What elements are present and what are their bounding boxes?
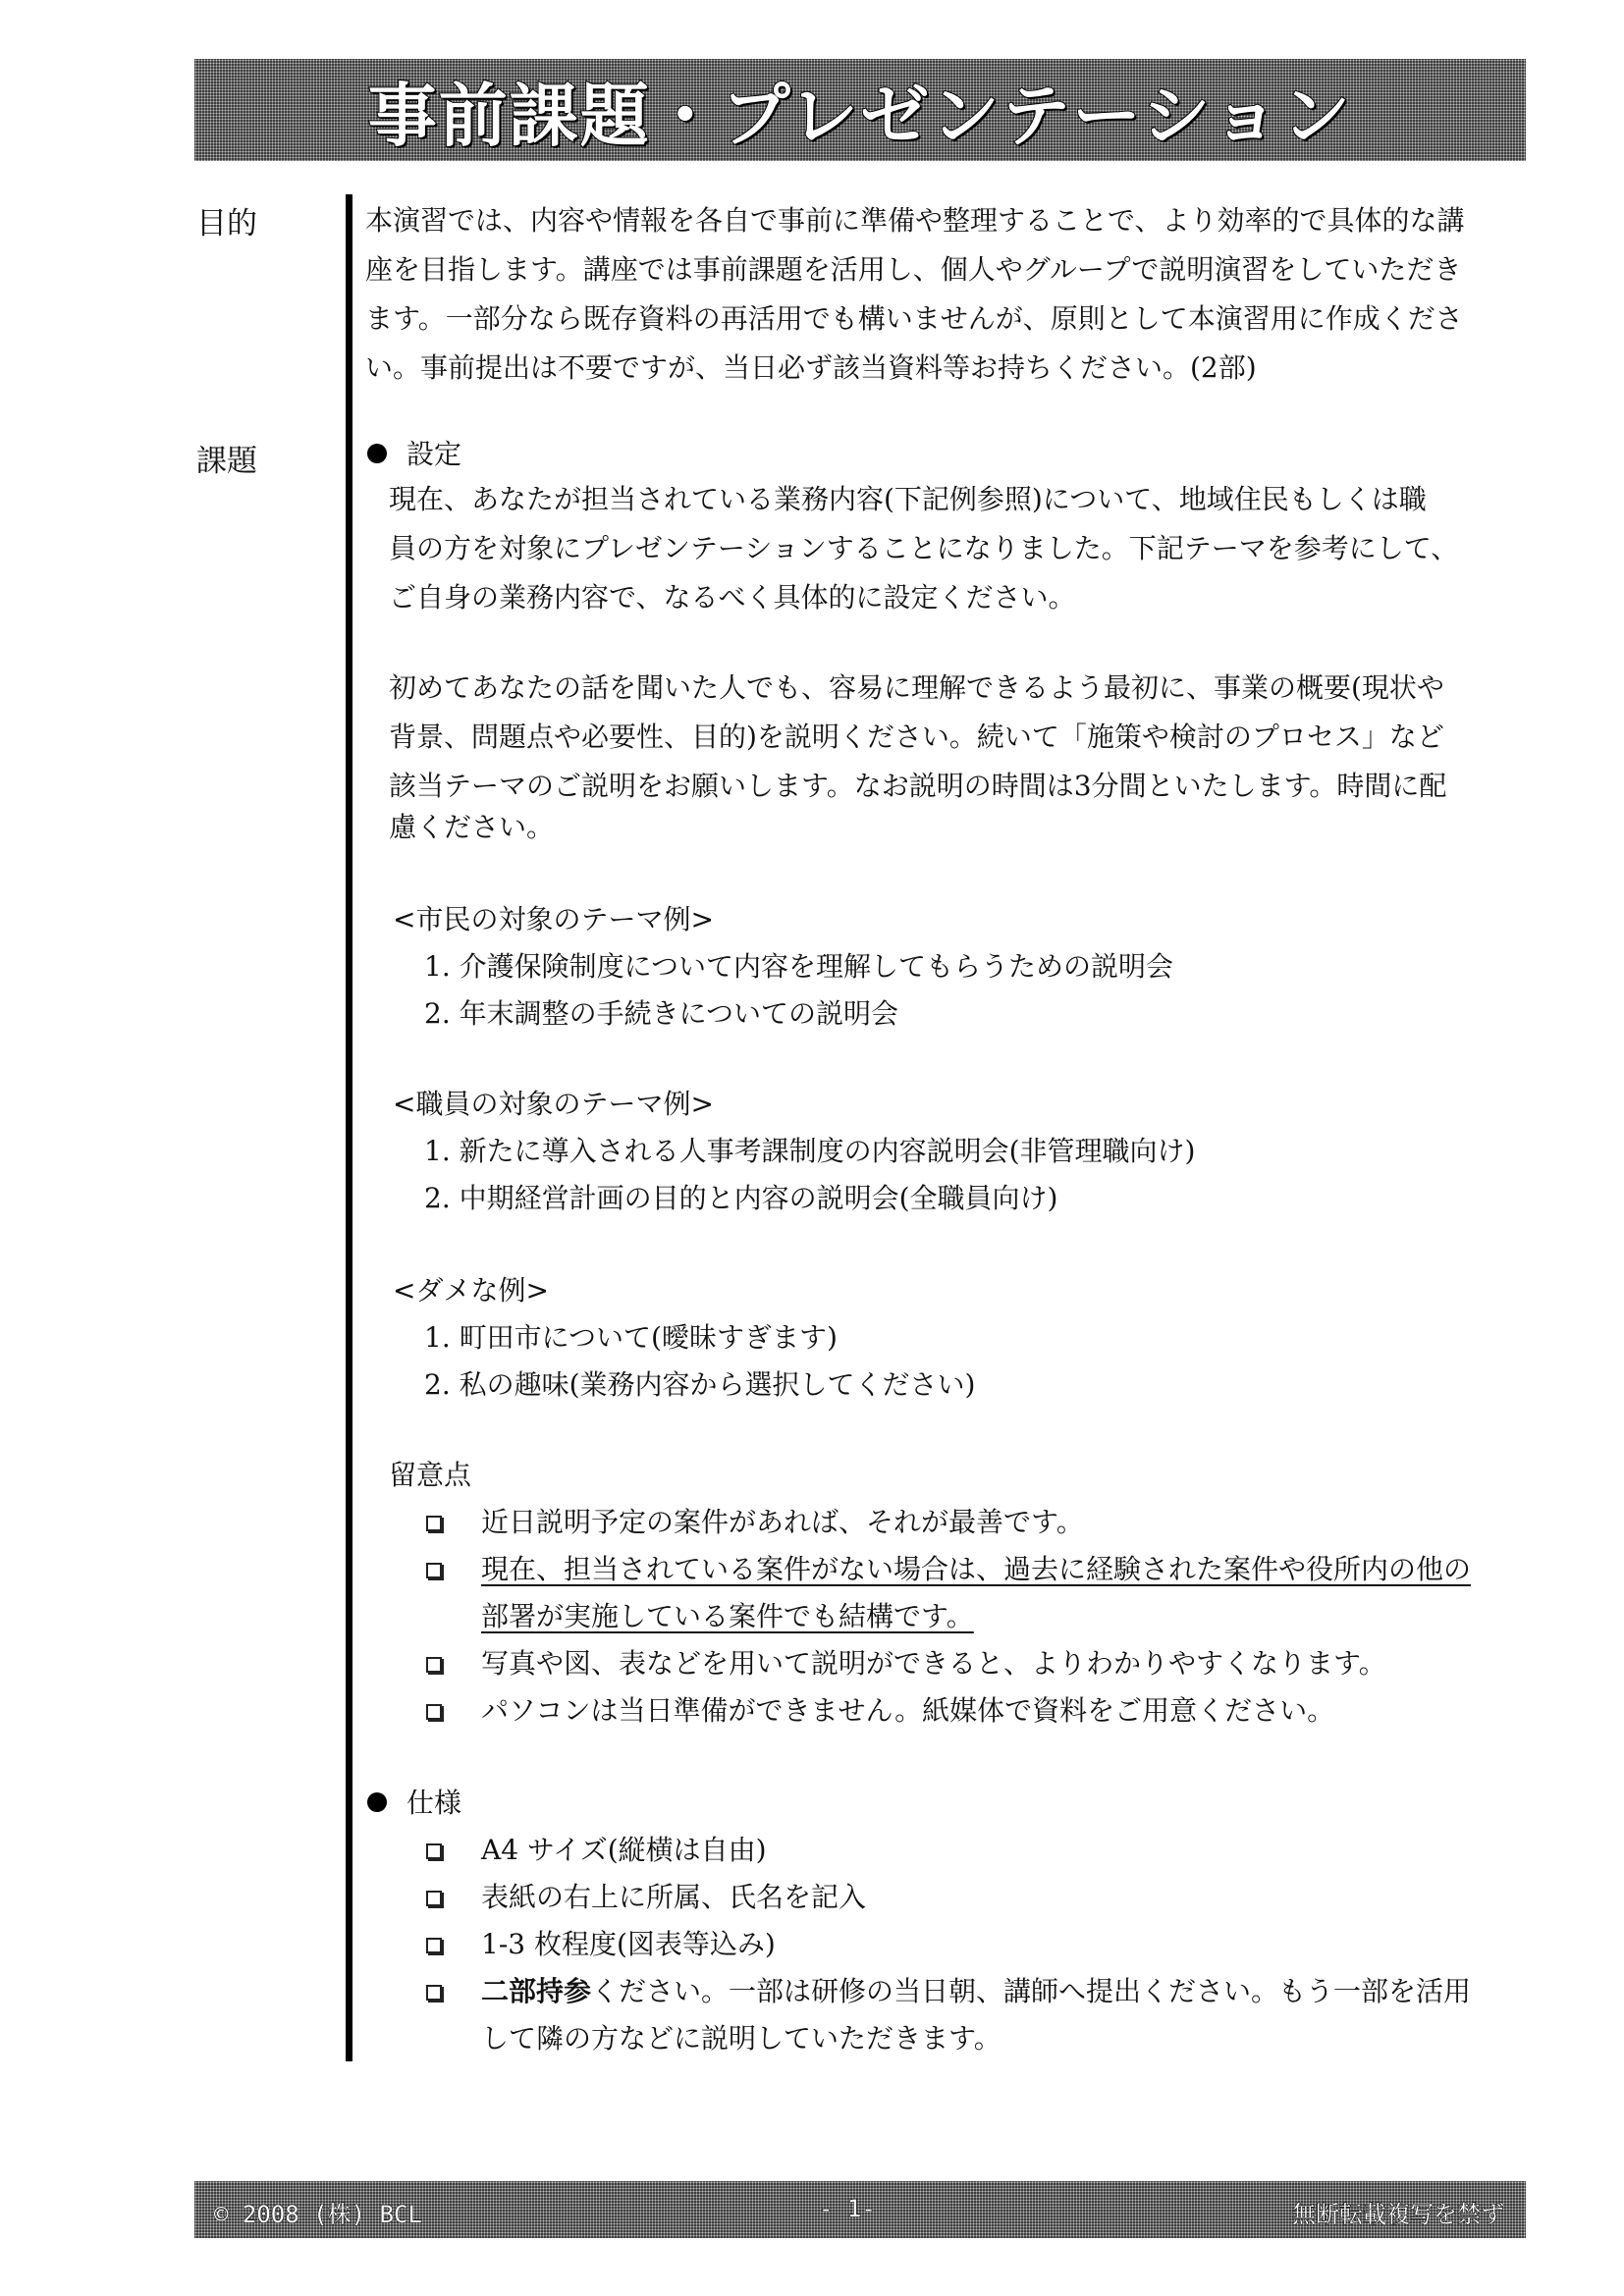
bullet-icon [367, 1792, 387, 1812]
footer-banner [194, 2181, 1526, 2238]
citizen-heading: <市民の対象のテーマ例> [393, 903, 714, 935]
spec-item: 1-3 枚程度(図表等込み) [481, 1928, 776, 1960]
staff-heading: <職員の対象のテーマ例> [393, 1088, 714, 1120]
page-number: - 1- [819, 2195, 876, 2222]
note-underlined: 現在、担当されている案件がない場合は、過去に経験された案件や役所内の他の [481, 1553, 1472, 1585]
task-label: 課題 [196, 444, 257, 479]
copyright: © 2008 (株) BCL [214, 2201, 422, 2228]
list-item: 2. 中期経営計画の目的と内容の説明会(全職員向け) [424, 1182, 1058, 1214]
bad-heading: <ダメな例> [393, 1274, 549, 1307]
note-item: パソコンは当日準備ができません。紙媒体で資料をご用意ください。 [481, 1694, 1335, 1727]
note-item: 写真や図、表などを用いて説明ができると、よりわかりやすくなります。 [481, 1647, 1386, 1680]
purpose-label: 目的 [196, 206, 257, 241]
purpose-line: 座を目指します。講座では事前課題を活用し、個人やグループで説明演習をしていただき [365, 253, 1462, 286]
checkbox-icon [426, 1516, 442, 1531]
setting-line: 現在、あなたが担当されている業務内容(下記例参照)について、地域住民もしくは職 [389, 483, 1427, 515]
spec-item: して隣の方などに説明していただきます。 [481, 2022, 1001, 2055]
checkbox-icon [426, 1891, 442, 1906]
list-item: 2. 年末調整の手続きについての説明会 [424, 997, 899, 1030]
list-item: 1. 新たに導入される人事考課制度の内容説明会(非管理職向け) [424, 1135, 1196, 1167]
title-banner [194, 59, 1526, 161]
spec-item: A4 サイズ(縦横は自由) [481, 1834, 767, 1866]
spec-heading: 仕様 [406, 1787, 462, 1819]
purpose-line: い。事前提出は不要ですが、当日必ず該当資料等お持ちください。(2部) [365, 351, 1257, 384]
checkbox-icon [426, 1938, 442, 1953]
note-item: 近日説明予定の案件があれば、それが最善です。 [481, 1506, 1084, 1538]
setting-heading: 設定 [406, 438, 462, 470]
spec-item [481, 1967, 1471, 2016]
list-item: 1. 町田市について(曖昧すぎます) [424, 1321, 838, 1354]
bullet-icon [367, 444, 387, 463]
setting-line: ご自身の業務内容で、なるべく具体的に設定ください。 [389, 581, 1076, 614]
intro-line: 背景、問題点や必要性、目的)を説明ください。続いて「施策や検討のプロセス」など [389, 721, 1444, 753]
intro-line: 該当テーマのご説明をお願いします。なお説明の時間は3分間といたします。時間に配 [389, 770, 1447, 802]
spec-bold: 二部持参 [481, 1975, 592, 2007]
list-item: 1. 介護保険制度について内容を理解してもらうための説明会 [424, 950, 1174, 983]
setting-line: 員の方を対象にプレゼンテーションすることになりました。下記テーマを参考にして、 [389, 532, 1459, 564]
copy-notice: 無断転載複写を禁ず [1292, 2201, 1504, 2228]
checkbox-icon [426, 1704, 442, 1720]
purpose-line: 本演習では、内容や情報を各自で事前に準備や整理することで、より効率的で具体的な講 [365, 204, 1465, 237]
note-item [481, 1592, 974, 1641]
note-underlined: 部署が実施している案件でも結構です。 [481, 1600, 974, 1632]
checkbox-icon [426, 1985, 442, 2001]
note-item [481, 1545, 1471, 1594]
intro-line: 初めてあなたの話を聞いた人でも、容易に理解できるよう最初に、事業の概要(現状や [389, 671, 1444, 704]
purpose-line: ます。一部分なら既存資料の再活用でも構いませんが、原則として本演習用に作成くださ [365, 302, 1463, 335]
notes-heading: 留意点 [389, 1459, 472, 1491]
intro-line: 慮ください。 [389, 811, 555, 843]
checkbox-icon [426, 1657, 442, 1673]
checkbox-icon [426, 1843, 442, 1859]
spec-item: 表紙の右上に所属、氏名を記入 [481, 1881, 867, 1913]
spec-rest: ください。一部は研修の当日朝、講師へ提出ください。もう一部を活用 [591, 1975, 1472, 2007]
vertical-divider [346, 194, 352, 2061]
page-title: 事前課題・プレゼンテーション [367, 75, 1353, 156]
checkbox-icon [426, 1563, 442, 1578]
list-item: 2. 私の趣味(業務内容から選択してください) [424, 1368, 976, 1401]
